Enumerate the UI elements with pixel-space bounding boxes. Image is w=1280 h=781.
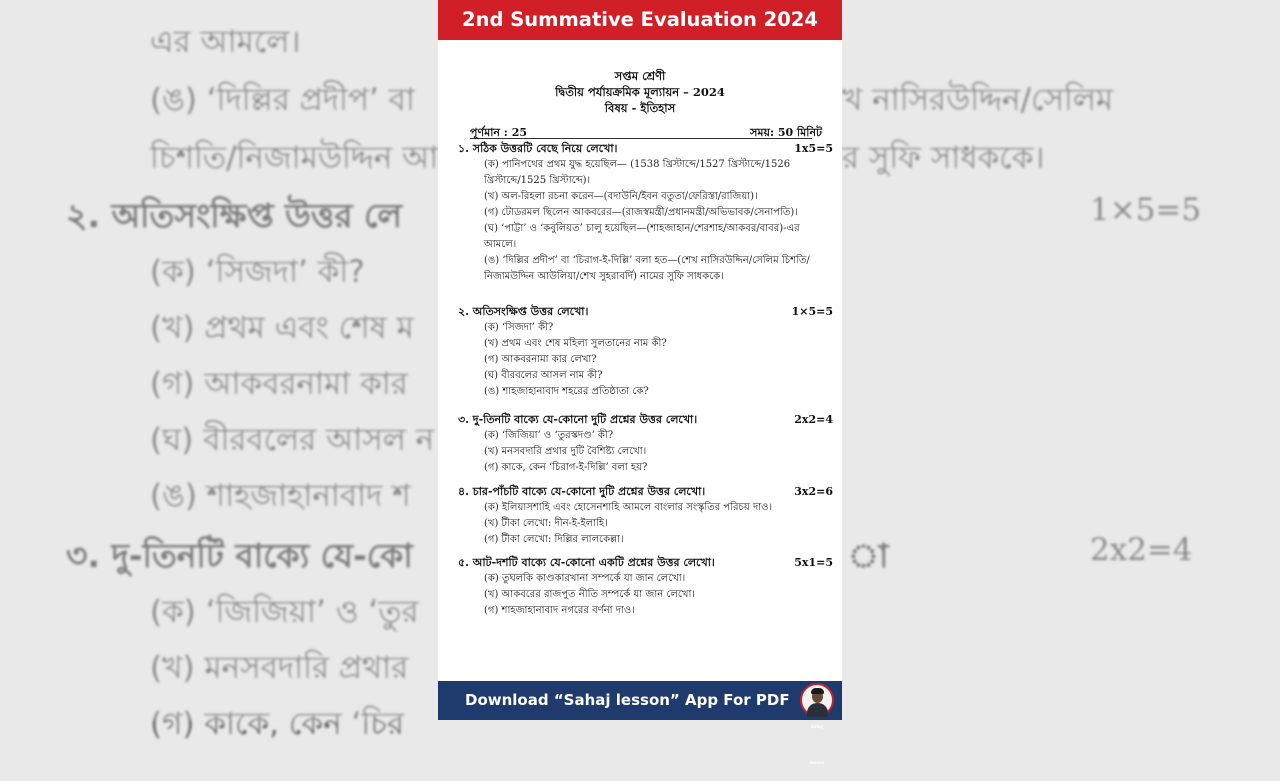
section-marks: 3x2=6: [794, 485, 833, 498]
question-item: (ক) ইলিয়াসশাহি এবং হোসেনশাহি আমলে বাংলার সংস্কৃতির পরিচয় দাও।: [484, 502, 773, 513]
bg-text-line: (খ) প্রথম এবং শেষ ম: [150, 310, 414, 346]
bg-text-line: 2x2=4: [1090, 532, 1193, 568]
section-title: [458, 555, 833, 571]
bg-text-line: ৩. দু-তিনটি বাক্যে যে-কো: [66, 536, 413, 575]
class-label: সপ্তম শ্রেণী: [614, 69, 666, 83]
bg-text-line: (ক) ‘সিজদা’ কী?: [150, 254, 365, 290]
section-title-text: ৫. আট-দশটি বাক্যে যে-কোনো একটি প্রশ্নের উত্তর লেখো।: [458, 556, 715, 569]
bg-text-line: (গ) কাকে, কেন ‘চির: [150, 706, 405, 742]
avatar-hair: [811, 688, 824, 694]
section-1: [458, 141, 833, 285]
bg-text-line: (ঙ) শাহজাহানাবাদ শ: [150, 478, 411, 514]
section-3: [458, 412, 833, 476]
avatar-caption: Sahaj lesson: [809, 724, 825, 765]
top-title-banner: 2nd Summative Evaluation 2024: [438, 0, 842, 40]
question-item: (ক) তুঘলকি কাণ্ডকারখানা সম্পর্কে যা জান লেখো।: [484, 573, 686, 584]
section-marks: 5x1=5: [794, 556, 833, 569]
section-4: [458, 484, 833, 548]
exam-time: সময়: 50 মিনিট: [750, 126, 822, 139]
section-title: [458, 141, 833, 157]
bg-text-line: (খ) মনসবদারি প্রথার: [150, 650, 409, 686]
section-title-text: ১. সঠিক উত্তরটি বেছে নিয়ে লেখো।: [458, 142, 618, 155]
bg-text-line: া: [848, 536, 889, 575]
bg-text-line: ২. অতিসংক্ষিপ্ত উত্তর লে: [66, 196, 402, 235]
download-app-banner[interactable]: [438, 681, 842, 765]
bg-text-line: চিশতি/নিজামউদ্দিন আ: [150, 140, 439, 176]
section-5: [458, 555, 833, 619]
section-marks: 2x2=4: [794, 413, 833, 426]
section-2: [458, 304, 833, 400]
bg-text-line: (ঘ) বীরবলের আসল ন: [150, 422, 435, 458]
bg-text-line: এর আমলে।: [150, 24, 301, 60]
question-item: (খ) আকবরের রাজপুত নীতি সম্পর্কে যা জান লেখো।: [484, 589, 695, 600]
question-item: (খ) মনসবদারি প্রথার দুটি বৈশিষ্ট্য লেখো।: [484, 446, 647, 457]
bg-text-line: (ক) ‘জিজিয়া’ ও ‘তুর: [150, 594, 419, 630]
download-app-text: Download “Sahaj lesson” App For PDF: [465, 691, 790, 709]
section-title: [458, 412, 833, 428]
question-item: (ঙ) ‘দিল্লির প্রদীপ’ বা ‘চিরাগ-ই-দিল্লি’ বলা হত—(শেখ নাসিরউদ্দিন/সেলিম চিশতি/নিজামউদ্দিন আউলিয়া/শেখ সুহরাবর্দি) নামের সুফি সাধককে।: [484, 255, 810, 282]
section-title-text: ৪. চার-পাঁচটি বাক্যে যে-কোনো দুটি প্রশ্নের উত্তর লেখো।: [458, 485, 706, 498]
question-item: (গ) টীকা লেখো: দিল্লির লালকেল্লা।: [484, 534, 624, 545]
bg-text-line: 1×5=5: [1090, 192, 1202, 228]
section-title-text: ২. অতিসংক্ষিপ্ত উত্তর লেখো।: [458, 305, 589, 318]
question-item: (খ) টীকা লেখো: দীন-ই-ইলাহি।: [484, 518, 608, 529]
section-title: [458, 484, 833, 500]
bg-text-line: (গ) আকবরনামা কার: [150, 366, 408, 402]
section-marks: 1×5=5: [791, 305, 833, 318]
question-item: (ঙ) শাহজাহানাবাদ শহরের প্রতিষ্ঠাতা কে?: [484, 386, 649, 397]
bg-text-line: (ঙ) ‘দিল্লির প্রদীপ’ বা: [150, 82, 415, 118]
full-marks: পূর্ণমান : 25: [470, 126, 528, 139]
question-item: (ক) পানিপথের প্রথম যুদ্ধ হয়েছিল— (1538 খ্রিস্টাব্দে/1527 খ্রিস্টাব্দে/1526 খ্রিস্টাব্দে/1525 খ্রিস্টাব্দে)।: [484, 159, 791, 186]
bg-text-line: র সুফি সাধককে।: [842, 140, 1045, 176]
question-item: (ক) ‘সিজদা’ কী?: [484, 322, 554, 333]
question-item: (ঘ) ‘পাট্টা’ ও ‘কবুলিয়ত’ চালু হয়েছিল—(শাহজাহান/শেরশাহ/আকবর/বাবর)-এর আমলে।: [484, 223, 800, 250]
section-title-text: ৩. দু-তিনটি বাক্যে যে-কোনো দুটি প্রশ্নের উত্তর লেখো।: [458, 413, 698, 426]
question-paper-card: [438, 0, 842, 765]
question-item: (ঘ) বীরবলের আসল নাম কী?: [484, 370, 603, 381]
marks-time-row: [470, 124, 822, 139]
question-item: (ক) ‘জিজিয়া’ ও ‘তুরস্কদণ্ড’ কী?: [484, 430, 614, 441]
bg-text-line: খ নাসিরউদ্দিন/সেলিম: [842, 82, 1114, 118]
exam-title: দ্বিতীয় পর্যায়ক্রমিক মূল্যায়ন – 2024: [555, 85, 725, 99]
section-marks: 1x5=5: [794, 142, 833, 155]
question-item: (গ) শাহজাহানাবাদ নগরের বর্ণনা দাও।: [484, 605, 635, 616]
subject-label: বিষয় - ইতিহাস: [604, 101, 676, 115]
document-header: [438, 68, 842, 116]
question-item: (খ) অল-রিহলা রচনা করেন—(বদাউনি/ইবন বতুতা/ফেরিস্তা/রাজিয়া)।: [484, 191, 758, 202]
person-avatar-icon: [800, 683, 834, 765]
question-item: (গ) টোডরমল ছিলেন আকবরের—(রাজস্বমন্ত্রী/প্রধানমন্ত্রী/অভিভাবক/সেনাপতি)।: [484, 207, 798, 218]
section-title: [458, 304, 833, 320]
question-item: (গ) আকবরনামা কার লেখা?: [484, 354, 597, 365]
question-item: (গ) কাকে, কেন ‘চিরাগ-ই-দিল্লি’ বলা হয়?: [484, 462, 648, 473]
question-item: (খ) প্রথম এবং শেষ মহিলা সুলতানের নাম কী?: [484, 338, 667, 349]
